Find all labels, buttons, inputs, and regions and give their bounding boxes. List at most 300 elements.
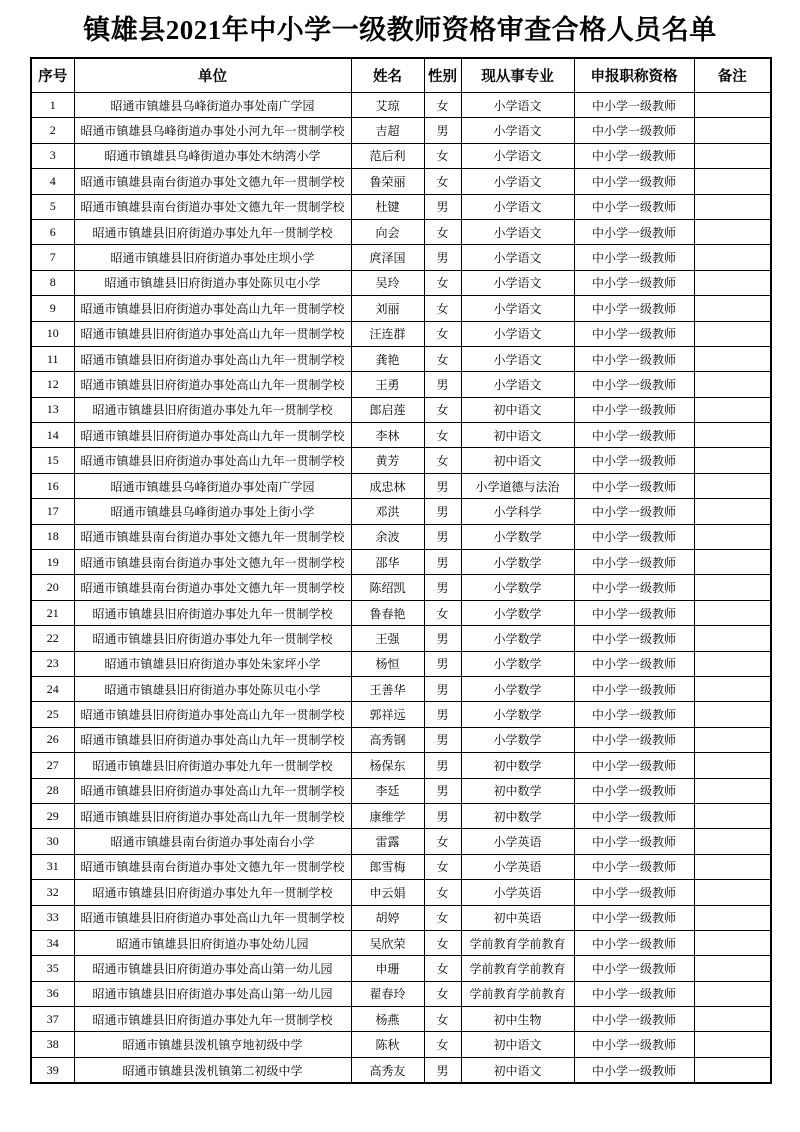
- cell-specialty: 小学数学: [461, 575, 574, 600]
- cell-specialty: 初中生物: [461, 1007, 574, 1032]
- cell-remark: [694, 651, 771, 676]
- column-header-unit: 单位: [74, 58, 351, 93]
- cell-unit: 昭通市镇雄县南台街道办事处文德九年一贯制学校: [74, 575, 351, 600]
- cell-no: 2: [31, 118, 74, 143]
- cell-name: 邵华: [351, 550, 424, 575]
- table-row: [31, 1057, 771, 1083]
- cell-unit: 昭通市镇雄县乌峰街道办事处南广学园: [74, 93, 351, 118]
- cell-no: 19: [31, 550, 74, 575]
- cell-gender: 男: [424, 803, 461, 828]
- table-row: [31, 676, 771, 701]
- cell-no: 30: [31, 829, 74, 854]
- cell-name: 艾琼: [351, 93, 424, 118]
- cell-remark: [694, 803, 771, 828]
- table-row: [31, 930, 771, 955]
- cell-name: 陈秋: [351, 1032, 424, 1057]
- cell-qualification: 中小学一级教师: [574, 550, 694, 575]
- cell-no: 36: [31, 981, 74, 1006]
- cell-gender: 女: [424, 346, 461, 371]
- cell-unit: 昭通市镇雄县旧府街道办事处高山九年一贯制学校: [74, 423, 351, 448]
- cell-remark: [694, 575, 771, 600]
- cell-name: 杨燕: [351, 1007, 424, 1032]
- cell-qualification: 中小学一级教师: [574, 219, 694, 244]
- table-row: [31, 499, 771, 524]
- cell-qualification: 中小学一级教师: [574, 423, 694, 448]
- cell-remark: [694, 524, 771, 549]
- cell-specialty: 初中数学: [461, 753, 574, 778]
- cell-unit: 昭通市镇雄县旧府街道办事处幼儿园: [74, 930, 351, 955]
- cell-gender: 男: [424, 626, 461, 651]
- cell-remark: [694, 727, 771, 752]
- cell-specialty: 初中语文: [461, 1057, 574, 1083]
- table-row: [31, 702, 771, 727]
- cell-name: 雷露: [351, 829, 424, 854]
- cell-specialty: 小学语文: [461, 93, 574, 118]
- table-row: [31, 575, 771, 600]
- cell-no: 10: [31, 321, 74, 346]
- cell-specialty: 小学英语: [461, 880, 574, 905]
- cell-no: 26: [31, 727, 74, 752]
- cell-name: 郎雪梅: [351, 854, 424, 879]
- cell-qualification: 中小学一级教师: [574, 448, 694, 473]
- cell-unit: 昭通市镇雄县乌峰街道办事处木纳湾小学: [74, 143, 351, 168]
- cell-specialty: 小学数学: [461, 626, 574, 651]
- cell-gender: 男: [424, 1057, 461, 1083]
- cell-no: 20: [31, 575, 74, 600]
- cell-unit: 昭通市镇雄县南台街道办事处文德九年一贯制学校: [74, 524, 351, 549]
- cell-qualification: 中小学一级教师: [574, 575, 694, 600]
- cell-qualification: 中小学一级教师: [574, 727, 694, 752]
- cell-unit: 昭通市镇雄县旧府街道办事处陈贝屯小学: [74, 270, 351, 295]
- cell-unit: 昭通市镇雄县旧府街道办事处九年一贯制学校: [74, 880, 351, 905]
- cell-no: 11: [31, 346, 74, 371]
- cell-remark: [694, 143, 771, 168]
- cell-qualification: 中小学一级教师: [574, 524, 694, 549]
- cell-unit: 昭通市镇雄县南台街道办事处文德九年一贯制学校: [74, 854, 351, 879]
- cell-no: 9: [31, 296, 74, 321]
- table-row: [31, 321, 771, 346]
- table-row: [31, 905, 771, 930]
- cell-specialty: 小学数学: [461, 600, 574, 625]
- cell-qualification: 中小学一级教师: [574, 397, 694, 422]
- cell-gender: 女: [424, 321, 461, 346]
- cell-gender: 男: [424, 575, 461, 600]
- cell-name: 高秀钢: [351, 727, 424, 752]
- cell-name: 成忠林: [351, 473, 424, 498]
- column-header-remark: 备注: [694, 58, 771, 93]
- cell-unit: 昭通市镇雄县南台街道办事处文德九年一贯制学校: [74, 169, 351, 194]
- cell-specialty: 学前教育学前教育: [461, 956, 574, 981]
- cell-qualification: 中小学一级教师: [574, 93, 694, 118]
- table-row: [31, 346, 771, 371]
- cell-gender: 女: [424, 956, 461, 981]
- table-row: [31, 981, 771, 1006]
- cell-unit: 昭通市镇雄县旧府街道办事处九年一贯制学校: [74, 753, 351, 778]
- cell-qualification: 中小学一级教师: [574, 473, 694, 498]
- cell-gender: 女: [424, 169, 461, 194]
- cell-no: 5: [31, 194, 74, 219]
- cell-no: 31: [31, 854, 74, 879]
- cell-no: 34: [31, 930, 74, 955]
- table-row: [31, 753, 771, 778]
- cell-name: 龚艳: [351, 346, 424, 371]
- cell-gender: 女: [424, 219, 461, 244]
- cell-remark: [694, 880, 771, 905]
- cell-unit: 昭通市镇雄县旧府街道办事处高山九年一贯制学校: [74, 702, 351, 727]
- table-row: [31, 397, 771, 422]
- table-header-row: [31, 58, 771, 93]
- table-row: [31, 143, 771, 168]
- cell-specialty: 小学语文: [461, 143, 574, 168]
- cell-specialty: 初中语文: [461, 448, 574, 473]
- cell-specialty: 初中数学: [461, 778, 574, 803]
- table-header: [31, 58, 771, 93]
- cell-no: 17: [31, 499, 74, 524]
- cell-remark: [694, 550, 771, 575]
- cell-no: 16: [31, 473, 74, 498]
- column-header-specialty: 现从事专业: [461, 58, 574, 93]
- cell-specialty: 初中语文: [461, 423, 574, 448]
- cell-name: 余波: [351, 524, 424, 549]
- cell-qualification: 中小学一级教师: [574, 981, 694, 1006]
- cell-gender: 男: [424, 651, 461, 676]
- page-title: 镇雄县2021年中小学一级教师资格审查合格人员名单: [83, 15, 717, 45]
- cell-unit: 昭通市镇雄县旧府街道办事处高山第一幼儿园: [74, 981, 351, 1006]
- column-header-name: 姓名: [351, 58, 424, 93]
- cell-unit: 昭通市镇雄县旧府街道办事处高山九年一贯制学校: [74, 372, 351, 397]
- table-row: [31, 423, 771, 448]
- cell-remark: [694, 676, 771, 701]
- cell-no: 35: [31, 956, 74, 981]
- cell-name: 吴欣荣: [351, 930, 424, 955]
- cell-no: 33: [31, 905, 74, 930]
- table-row: [31, 524, 771, 549]
- cell-qualification: 中小学一级教师: [574, 651, 694, 676]
- cell-gender: 男: [424, 753, 461, 778]
- cell-name: 申珊: [351, 956, 424, 981]
- cell-gender: 男: [424, 702, 461, 727]
- table-row: [31, 727, 771, 752]
- cell-name: 杜键: [351, 194, 424, 219]
- cell-qualification: 中小学一级教师: [574, 321, 694, 346]
- cell-gender: 女: [424, 854, 461, 879]
- cell-remark: [694, 981, 771, 1006]
- cell-specialty: 小学语文: [461, 321, 574, 346]
- cell-qualification: 中小学一级教师: [574, 803, 694, 828]
- cell-specialty: 小学语文: [461, 194, 574, 219]
- cell-no: 18: [31, 524, 74, 549]
- cell-gender: 男: [424, 118, 461, 143]
- cell-remark: [694, 829, 771, 854]
- cell-gender: 女: [424, 296, 461, 321]
- cell-specialty: 小学语文: [461, 245, 574, 270]
- table-row: [31, 194, 771, 219]
- cell-qualification: 中小学一级教师: [574, 1057, 694, 1083]
- cell-gender: 女: [424, 448, 461, 473]
- cell-remark: [694, 169, 771, 194]
- cell-remark: [694, 118, 771, 143]
- cell-qualification: 中小学一级教师: [574, 905, 694, 930]
- qualified-personnel-table: [30, 57, 772, 1084]
- cell-unit: 昭通市镇雄县旧府街道办事处高山九年一贯制学校: [74, 346, 351, 371]
- cell-specialty: 小学数学: [461, 676, 574, 701]
- table-row: [31, 169, 771, 194]
- cell-no: 6: [31, 219, 74, 244]
- cell-unit: 昭通市镇雄县旧府街道办事处高山九年一贯制学校: [74, 321, 351, 346]
- table-row: [31, 473, 771, 498]
- cell-specialty: 初中英语: [461, 905, 574, 930]
- cell-gender: 男: [424, 245, 461, 270]
- cell-no: 1: [31, 93, 74, 118]
- table-row: [31, 626, 771, 651]
- cell-remark: [694, 473, 771, 498]
- cell-gender: 女: [424, 1032, 461, 1057]
- column-header-gender: 性别: [424, 58, 461, 93]
- cell-qualification: 中小学一级教师: [574, 143, 694, 168]
- cell-specialty: 小学科学: [461, 499, 574, 524]
- cell-qualification: 中小学一级教师: [574, 854, 694, 879]
- cell-remark: [694, 854, 771, 879]
- table-row: [31, 651, 771, 676]
- cell-qualification: 中小学一级教师: [574, 778, 694, 803]
- cell-unit: 昭通市镇雄县泼机镇亨地初级中学: [74, 1032, 351, 1057]
- cell-qualification: 中小学一级教师: [574, 372, 694, 397]
- cell-no: 38: [31, 1032, 74, 1057]
- cell-unit: 昭通市镇雄县南台街道办事处文德九年一贯制学校: [74, 194, 351, 219]
- cell-name: 向会: [351, 219, 424, 244]
- cell-unit: 昭通市镇雄县南台街道办事处文德九年一贯制学校: [74, 550, 351, 575]
- cell-remark: [694, 372, 771, 397]
- cell-specialty: 小学数学: [461, 524, 574, 549]
- cell-qualification: 中小学一级教师: [574, 753, 694, 778]
- cell-no: 27: [31, 753, 74, 778]
- cell-specialty: 初中数学: [461, 803, 574, 828]
- cell-no: 32: [31, 880, 74, 905]
- cell-specialty: 小学语文: [461, 372, 574, 397]
- cell-name: 申云娟: [351, 880, 424, 905]
- cell-unit: 昭通市镇雄县乌峰街道办事处南广学园: [74, 473, 351, 498]
- cell-gender: 女: [424, 1007, 461, 1032]
- cell-remark: [694, 423, 771, 448]
- cell-unit: 昭通市镇雄县旧府街道办事处高山九年一贯制学校: [74, 727, 351, 752]
- cell-gender: 女: [424, 930, 461, 955]
- cell-name: 鲁荣丽: [351, 169, 424, 194]
- column-header-no: 序号: [31, 58, 74, 93]
- cell-remark: [694, 905, 771, 930]
- cell-name: 杨恒: [351, 651, 424, 676]
- cell-no: 15: [31, 448, 74, 473]
- cell-name: 刘丽: [351, 296, 424, 321]
- cell-unit: 昭通市镇雄县旧府街道办事处高山九年一贯制学校: [74, 448, 351, 473]
- table-row: [31, 1007, 771, 1032]
- cell-gender: 女: [424, 905, 461, 930]
- cell-gender: 男: [424, 524, 461, 549]
- cell-qualification: 中小学一级教师: [574, 702, 694, 727]
- cell-unit: 昭通市镇雄县旧府街道办事处高山九年一贯制学校: [74, 296, 351, 321]
- cell-gender: 女: [424, 423, 461, 448]
- cell-no: 39: [31, 1057, 74, 1083]
- cell-unit: 昭通市镇雄县泼机镇第二初级中学: [74, 1057, 351, 1083]
- table-row: [31, 803, 771, 828]
- cell-qualification: 中小学一级教师: [574, 1032, 694, 1057]
- cell-name: 李廷: [351, 778, 424, 803]
- cell-remark: [694, 194, 771, 219]
- cell-unit: 昭通市镇雄县旧府街道办事处九年一贯制学校: [74, 600, 351, 625]
- cell-specialty: 小学道德与法治: [461, 473, 574, 498]
- cell-gender: 女: [424, 981, 461, 1006]
- table-body: [31, 93, 771, 1084]
- cell-no: 4: [31, 169, 74, 194]
- cell-remark: [694, 93, 771, 118]
- cell-no: 21: [31, 600, 74, 625]
- cell-name: 杨保东: [351, 753, 424, 778]
- cell-name: 吉超: [351, 118, 424, 143]
- cell-name: 王勇: [351, 372, 424, 397]
- cell-qualification: 中小学一级教师: [574, 499, 694, 524]
- cell-unit: 昭通市镇雄县旧府街道办事处高山九年一贯制学校: [74, 778, 351, 803]
- cell-unit: 昭通市镇雄县旧府街道办事处高山第一幼儿园: [74, 956, 351, 981]
- cell-no: 37: [31, 1007, 74, 1032]
- cell-name: 康维学: [351, 803, 424, 828]
- cell-no: 8: [31, 270, 74, 295]
- cell-unit: 昭通市镇雄县旧府街道办事处九年一贯制学校: [74, 397, 351, 422]
- cell-unit: 昭通市镇雄县南台街道办事处南台小学: [74, 829, 351, 854]
- cell-remark: [694, 1032, 771, 1057]
- cell-remark: [694, 219, 771, 244]
- cell-specialty: 学前教育学前教育: [461, 930, 574, 955]
- cell-remark: [694, 930, 771, 955]
- cell-remark: [694, 499, 771, 524]
- cell-qualification: 中小学一级教师: [574, 169, 694, 194]
- cell-unit: 昭通市镇雄县旧府街道办事处庄坝小学: [74, 245, 351, 270]
- cell-no: 29: [31, 803, 74, 828]
- cell-qualification: 中小学一级教师: [574, 346, 694, 371]
- cell-gender: 女: [424, 93, 461, 118]
- cell-no: 22: [31, 626, 74, 651]
- cell-gender: 女: [424, 397, 461, 422]
- table-row: [31, 829, 771, 854]
- table-row: [31, 880, 771, 905]
- cell-specialty: 小学语文: [461, 270, 574, 295]
- cell-gender: 男: [424, 194, 461, 219]
- cell-remark: [694, 321, 771, 346]
- cell-remark: [694, 1007, 771, 1032]
- cell-specialty: 小学数学: [461, 727, 574, 752]
- cell-name: 李林: [351, 423, 424, 448]
- cell-unit: 昭通市镇雄县旧府街道办事处九年一贯制学校: [74, 1007, 351, 1032]
- cell-specialty: 初中语文: [461, 397, 574, 422]
- table-row: [31, 296, 771, 321]
- cell-qualification: 中小学一级教师: [574, 118, 694, 143]
- cell-unit: 昭通市镇雄县旧府街道办事处朱家坪小学: [74, 651, 351, 676]
- table-row: [31, 956, 771, 981]
- cell-gender: 女: [424, 143, 461, 168]
- cell-qualification: 中小学一级教师: [574, 245, 694, 270]
- cell-specialty: 小学数学: [461, 550, 574, 575]
- cell-name: 范后利: [351, 143, 424, 168]
- cell-name: 胡婷: [351, 905, 424, 930]
- cell-remark: [694, 778, 771, 803]
- cell-gender: 男: [424, 550, 461, 575]
- cell-name: 邓洪: [351, 499, 424, 524]
- cell-qualification: 中小学一级教师: [574, 270, 694, 295]
- table-row: [31, 600, 771, 625]
- cell-qualification: 中小学一级教师: [574, 930, 694, 955]
- cell-gender: 男: [424, 778, 461, 803]
- cell-name: 王强: [351, 626, 424, 651]
- cell-specialty: 小学语文: [461, 296, 574, 321]
- cell-remark: [694, 270, 771, 295]
- cell-unit: 昭通市镇雄县旧府街道办事处陈贝屯小学: [74, 676, 351, 701]
- cell-specialty: 小学语文: [461, 219, 574, 244]
- cell-specialty: 初中语文: [461, 1032, 574, 1057]
- cell-name: 郭祥远: [351, 702, 424, 727]
- cell-no: 25: [31, 702, 74, 727]
- cell-gender: 男: [424, 473, 461, 498]
- cell-no: 28: [31, 778, 74, 803]
- cell-qualification: 中小学一级教师: [574, 956, 694, 981]
- cell-name: 庹泽国: [351, 245, 424, 270]
- cell-remark: [694, 702, 771, 727]
- cell-specialty: 小学英语: [461, 829, 574, 854]
- cell-remark: [694, 448, 771, 473]
- table-row: [31, 778, 771, 803]
- cell-remark: [694, 245, 771, 270]
- cell-name: 吴玲: [351, 270, 424, 295]
- cell-unit: 昭通市镇雄县旧府街道办事处高山九年一贯制学校: [74, 905, 351, 930]
- cell-unit: 昭通市镇雄县乌峰街道办事处上街小学: [74, 499, 351, 524]
- cell-gender: 女: [424, 600, 461, 625]
- table-row: [31, 372, 771, 397]
- cell-name: 汪连群: [351, 321, 424, 346]
- table-row: [31, 219, 771, 244]
- cell-no: 3: [31, 143, 74, 168]
- cell-remark: [694, 346, 771, 371]
- cell-specialty: 学前教育学前教育: [461, 981, 574, 1006]
- cell-qualification: 中小学一级教师: [574, 880, 694, 905]
- cell-no: 24: [31, 676, 74, 701]
- column-header-qualification: 申报职称资格: [574, 58, 694, 93]
- cell-qualification: 中小学一级教师: [574, 829, 694, 854]
- cell-remark: [694, 753, 771, 778]
- cell-specialty: 小学数学: [461, 702, 574, 727]
- table-row: [31, 550, 771, 575]
- cell-no: 13: [31, 397, 74, 422]
- cell-remark: [694, 600, 771, 625]
- cell-gender: 女: [424, 829, 461, 854]
- cell-remark: [694, 956, 771, 981]
- cell-name: 郎启莲: [351, 397, 424, 422]
- cell-no: 7: [31, 245, 74, 270]
- cell-no: 23: [31, 651, 74, 676]
- cell-no: 12: [31, 372, 74, 397]
- cell-unit: 昭通市镇雄县旧府街道办事处九年一贯制学校: [74, 626, 351, 651]
- cell-unit: 昭通市镇雄县旧府街道办事处九年一贯制学校: [74, 219, 351, 244]
- cell-qualification: 中小学一级教师: [574, 194, 694, 219]
- cell-gender: 女: [424, 270, 461, 295]
- cell-name: 高秀友: [351, 1057, 424, 1083]
- cell-gender: 男: [424, 372, 461, 397]
- table-row: [31, 448, 771, 473]
- cell-specialty: 小学语文: [461, 169, 574, 194]
- table-row: [31, 270, 771, 295]
- cell-no: 14: [31, 423, 74, 448]
- cell-specialty: 小学数学: [461, 651, 574, 676]
- cell-gender: 男: [424, 499, 461, 524]
- cell-name: 黄芳: [351, 448, 424, 473]
- cell-gender: 男: [424, 676, 461, 701]
- cell-name: 翟春玲: [351, 981, 424, 1006]
